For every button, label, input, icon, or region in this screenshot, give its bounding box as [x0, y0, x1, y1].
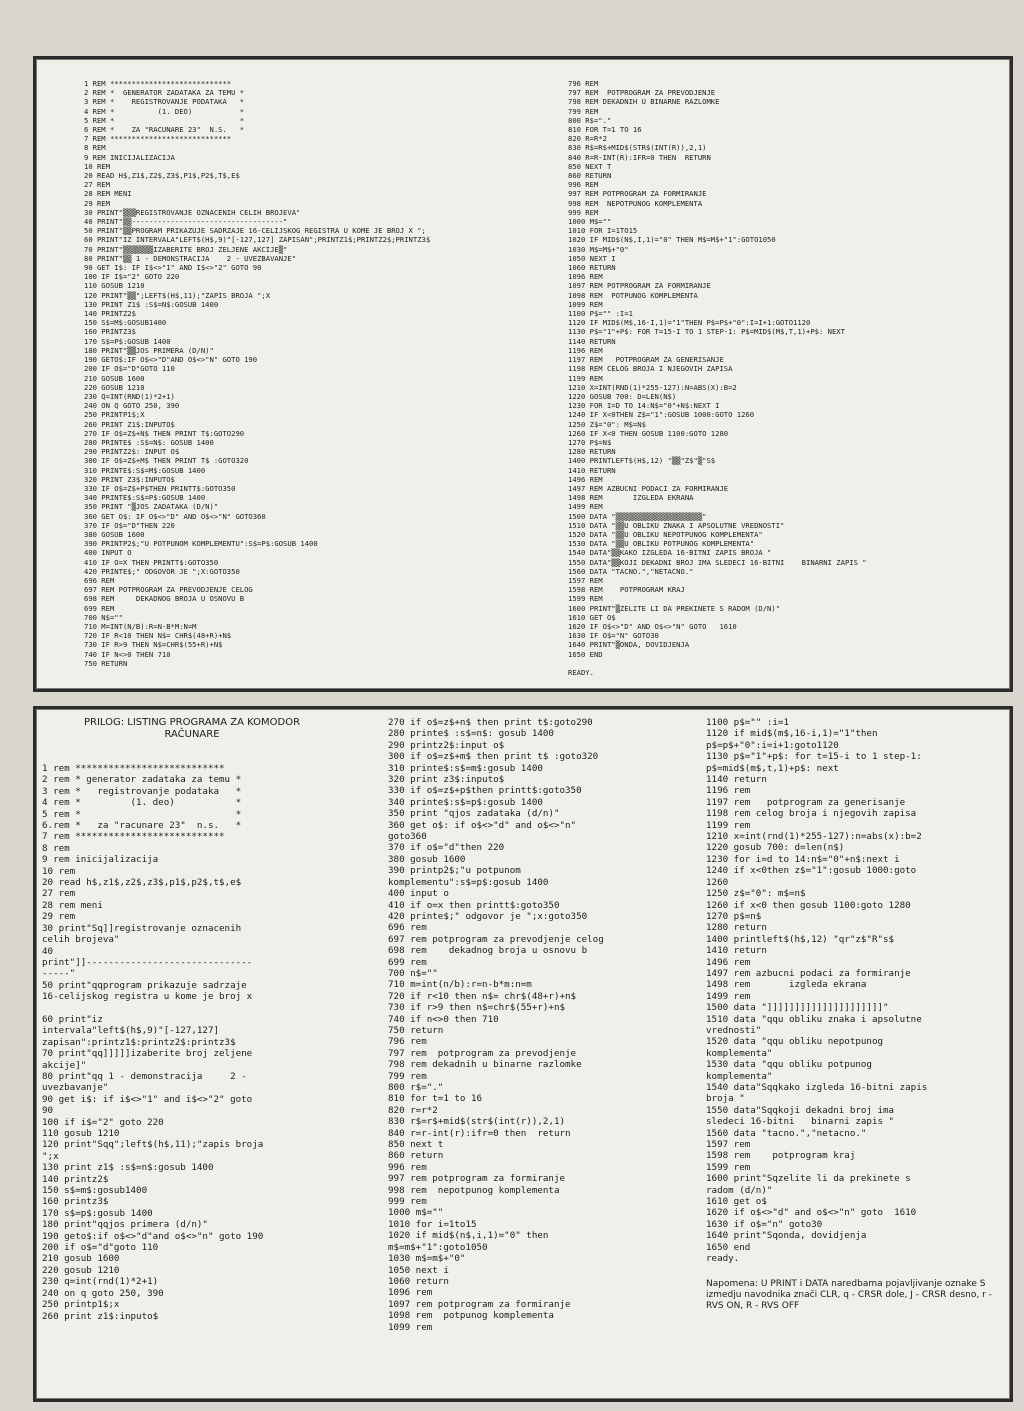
code-line: 110 GOSUB 1210: [84, 281, 145, 291]
code-line: 70 print"qq]]]]]izaberite broj zeljene: [42, 1048, 253, 1060]
code-line: 16-celijskog registra u kome je broj x: [42, 991, 253, 1003]
code-line: 150 S$=M$:GOSUB1400: [84, 318, 167, 328]
code-line: 1210 X=INT(RND(1)*255-127):N=ABS(X):B=2: [568, 382, 737, 392]
code-line: 1650 END: [568, 649, 603, 659]
code-line: 720 if r<10 then n$= chr$(48+r)+n$: [388, 990, 577, 1002]
code-line: p$=mid$(m$,t,1)+p$: next: [706, 762, 839, 774]
code-line: 698 rem dekadnog broja u osnovu b: [388, 945, 588, 957]
code-line: 290 PRINTZ2$: INPUT O$: [84, 447, 180, 457]
code-line: 699 REM: [84, 603, 115, 613]
code-line: 29 REM: [84, 198, 110, 208]
code-line: 1197 rem potprogram za generisanje: [706, 796, 906, 808]
code-line: 80 PRINT"▒▒ 1 - DEMONSTRACIJA 2 - UVEZBAVANJE": [84, 253, 297, 263]
code-line: 797 rem potprogram za prevodjenje: [388, 1047, 577, 1059]
code-line: 697 REM POTPROGRAM ZA PREVODJENJE CELOG: [84, 585, 253, 595]
code-line: 1100 p$="" :i=1: [706, 717, 789, 728]
code-line: 20 READ H$,Z1$,Z2$,Z3$,P1$,P2$,T$,E$: [84, 171, 240, 181]
code-line: 1240 IF X<0THEN Z$="1":GOSUB 1000:GOTO 1260: [568, 410, 755, 420]
code-line: 310 PRINTE$:S$=M$:GOSUB 1400: [84, 465, 206, 475]
code-line: 200 if o$="d"goto 110: [42, 1242, 159, 1254]
code-line: 1050 next i: [388, 1264, 449, 1276]
code-line: 1099 rem: [388, 1321, 433, 1333]
code-line: READY.: [568, 668, 594, 677]
heading-line-2: RAČUNARE: [164, 729, 220, 740]
code-line: 1098 rem potpunog komplementa: [388, 1310, 554, 1322]
code-line: 1260 if x<0 then gosub 1100:goto 1280: [706, 899, 911, 911]
code-line: 1020 IF MID$(N$,I,1)="0" THEN M$=M$+"1":GOTO1050: [568, 235, 776, 245]
code-line: 699 rem: [388, 956, 427, 968]
code-line: 1260: [706, 876, 729, 888]
code-line: 1030 M$=M$+"0": [568, 244, 629, 254]
code-line: 40 PRINT"▒▒-----------------------------------": [84, 217, 288, 227]
code-line: 1498 rem izgleda ekrana: [706, 979, 867, 991]
code-line: 1497 rem azbucni podaci za formiranje: [706, 967, 911, 979]
code-line: 1050 NEXT I: [568, 253, 616, 263]
code-line: 798 rem dekadnih u binarne razlomke: [388, 1059, 582, 1071]
code-line: 1000 m$="": [388, 1207, 444, 1219]
code-line: 1198 REM CELOG BROJA I NJEGOVIH ZAPISA: [568, 364, 733, 374]
code-line: 740 if n<>0 then 710: [388, 1013, 499, 1025]
code-line: 380 gosub 1600: [388, 853, 466, 865]
code-line: 1640 print"Sqonda, dovidjenja: [706, 1230, 867, 1242]
code-line: 1197 REM POTPROGRAM ZA GENERISANJE: [568, 355, 724, 365]
code-line: 1530 DATA "▒▒U OBLIKU POTPUNOG KOMPLEMENTA": [568, 539, 755, 549]
code-line: 8 rem: [42, 842, 70, 854]
code-line: 999 rem: [388, 1196, 427, 1208]
listing-lines: [706, 717, 1006, 1265]
code-line: 310 printe$:s$=m$:gosub 1400: [388, 762, 543, 774]
code-line: 130 print z1$ :s$=n$:gosub 1400: [42, 1162, 214, 1174]
code-line: 300 IF O$=Z$+M$ THEN PRINT T$ :GOTO320: [84, 456, 249, 466]
code-line: 860 RETURN: [568, 171, 612, 181]
code-line: 1610 get o$: [706, 1196, 767, 1208]
code-line: goto360: [388, 831, 427, 843]
code-line: 1520 DATA "▒▒U OBLIKU NEPOTPUNOG KOMPLEMENTA": [568, 529, 763, 539]
code-line: 1140 RETURN: [568, 336, 616, 346]
code-line: 120 PRINT"▒▒";LEFT$(H$,11);"ZAPIS BROJA ";X: [84, 290, 271, 300]
code-line: 50 PRINT"▒▒PROGRAM PRIKAZUJE SADRZAJE 16-CELIJSKOG REGISTRA U KOME JE BROJ X ";: [84, 226, 426, 236]
code-line: 320 print z3$:inputo$: [388, 774, 505, 786]
code-line: 10 rem: [42, 865, 76, 877]
code-line: 160 PRINTZ3$: [84, 327, 136, 337]
code-line: 720 IF R<10 THEN N$= CHR$(48+R)+N$: [84, 631, 232, 641]
code-line: 420 PRINTE$;" ODGOVOR JE ";X:GOTO350: [84, 566, 240, 576]
code-line: 800 R$=".": [568, 115, 612, 125]
code-line: 100 if i$="2" goto 220: [42, 1116, 164, 1128]
code-line: komplementa": [706, 1047, 773, 1059]
code-line: 1270 P$=N$: [568, 437, 612, 447]
code-line: 1280 RETURN: [568, 447, 616, 457]
code-line: 28 rem meni: [42, 899, 103, 911]
code-line: 6 REM * ZA "RACUNARE 23" N.S. *: [84, 125, 245, 135]
code-line: 1497 REM AZBUCNI PODACI ZA FORMIRANJE: [568, 483, 729, 493]
code-line: 1230 for i=d to 14:n$="0"+n$:next i: [706, 853, 900, 865]
code-line: 820 r=r*2: [388, 1104, 438, 1116]
code-line: 90: [42, 1105, 54, 1117]
code-line: p$=p$+"0":i=i+1:goto1120: [706, 739, 839, 751]
code-line: 750 return: [388, 1024, 444, 1036]
code-line: 240 ON Q GOTO 250, 390: [84, 401, 180, 411]
code-line: 7 rem ***************************: [42, 831, 225, 843]
code-line: 340 printe$:s$=p$:gosub 1400: [388, 796, 543, 808]
code-line: 1060 return: [388, 1275, 449, 1287]
code-line: 8 REM: [84, 143, 106, 153]
code-line: 700 n$="": [388, 967, 438, 979]
code-line: 230 q=int(rnd(1)*2+1): [42, 1276, 159, 1288]
code-line: 1000 M$="": [568, 217, 612, 227]
code-line: 1096 rem: [388, 1287, 433, 1299]
code-line: 80 print"qq 1 - demonstracija 2 -: [42, 1070, 247, 1082]
code-line: 50 print"qqprogram prikazuje sadrzaje: [42, 979, 247, 991]
code-line: 170 s$=p$:gosub 1400: [42, 1207, 153, 1219]
code-line: 797 REM POTPROGRAM ZA PREVODJENJE: [568, 88, 716, 98]
code-line: 730 IF R>9 THEN N$=CHR$(55+R)+N$: [84, 640, 223, 650]
code-line: 1130 P$="1"+P$: FOR T=15-I TO 1 STEP-1: P$=MID$(M$,T,1)+P$: NEXT: [568, 327, 845, 337]
code-line: 360 get o$: if o$<>"d" and o$<>"n": [388, 819, 577, 831]
code-line: 2 REM * GENERATOR ZADATAKA ZA TEMU *: [84, 88, 245, 98]
code-line: 360 GET O$: IF O$<>"D" AND O$<>"N" GOTO360: [84, 511, 266, 521]
code-line: 1400 PRINTLEFT$(H$,12) "▒▒"Z$"▒"S$: [568, 456, 716, 466]
code-line: 1500 data "]]]]]]]]]]]]]]]]]]]]]": [706, 1002, 889, 1014]
code-line: 290 printz2$:input o$: [388, 739, 505, 751]
code-line: 750 RETURN: [84, 658, 128, 668]
code-line: 1598 REM POTPROGRAM KRAJ: [568, 585, 685, 595]
code-line: 27 rem: [42, 888, 76, 900]
code-line: 996 rem: [388, 1161, 427, 1173]
code-line: 999 REM: [568, 207, 599, 217]
code-line: 830 r$=r$+mid$(str$(int(r)),2,1): [388, 1116, 566, 1128]
code-line: m$=m$+"1":goto1050: [388, 1241, 488, 1253]
code-line: 1097 rem potprogram za formiranje: [388, 1298, 571, 1310]
code-line: 1230 FOR I=D TO 14:N$="0"+N$:NEXT I: [568, 401, 720, 411]
code-line: 1600 print"Sqzelite li da prekinete s: [706, 1173, 911, 1185]
code-line: 1598 rem potprogram kraj: [706, 1150, 856, 1162]
code-line: 1096 REM: [568, 272, 603, 282]
uppercase-listing-panel: [33, 56, 1013, 692]
code-line: broja ": [706, 1093, 745, 1105]
code-line: 250 PRINTP1$;X: [84, 410, 145, 420]
code-line: 1099 REM: [568, 299, 603, 309]
code-line: 1 REM ****************************: [84, 79, 232, 88]
code-line: 850 next t: [388, 1139, 444, 1151]
listing-column-2: [568, 79, 998, 677]
listing-lines: [42, 763, 342, 1322]
code-line: ready.: [706, 1253, 740, 1265]
code-line: 180 PRINT"▒▒JOS PRIMERA (D/N)": [84, 345, 214, 355]
code-line: 410 IF O=X THEN PRINTT$:GOTO350: [84, 557, 219, 567]
code-line: 1498 REM IZGLEDA EKRANA: [568, 493, 694, 503]
code-line: 1198 rem celog broja i njegovih zapisa: [706, 808, 917, 820]
code-line: 1510 data "qqu obliku znaka i apsolutne: [706, 1013, 922, 1025]
code-line: 20 read h$,z1$,z2$,z3$,p1$,p2$,t$,e$: [42, 877, 242, 889]
code-line: 380 GOSUB 1600: [84, 529, 145, 539]
code-line: 998 rem nepotpunog komplementa: [388, 1184, 560, 1196]
code-line: 1650 end: [706, 1241, 751, 1253]
code-line: 996 REM: [568, 180, 599, 190]
code-line: 200 IF O$="D"GOTO 110: [84, 364, 175, 374]
code-line: 796 REM: [568, 79, 599, 88]
code-line: 810 FOR T=1 TO 16: [568, 125, 642, 135]
code-line: -----": [42, 968, 76, 980]
code-line: komplementa": [706, 1070, 773, 1082]
code-line: 1030 m$=m$+"0": [388, 1253, 466, 1265]
code-line: print"]]------------------------------: [42, 956, 253, 968]
code-line: 830 R$=R$+MID$(STR$(INT(R)),2,1): [568, 143, 707, 153]
code-line: uvezbavanje": [42, 1082, 109, 1094]
code-line: 9 rem inicijalizacija: [42, 854, 159, 866]
code-line: 1410 return: [706, 945, 767, 957]
code-line: 1496 rem: [706, 956, 751, 968]
code-line: 220 GOSUB 1210: [84, 382, 145, 392]
code-line: 280 PRINTE$ :S$=N$: GOSUB 1400: [84, 437, 214, 447]
code-line: 799 REM: [568, 106, 599, 116]
code-line: 190 GETO$:IF O$<>"D"AND O$<>"N" GOTO 190: [84, 355, 258, 365]
code-line: 1 rem ***************************: [42, 763, 225, 774]
code-line: zapisan":printz1$:printz2$:printz3$: [42, 1036, 236, 1048]
code-line: 1250 Z$="0": M$=N$: [568, 419, 646, 429]
code-line: 1120 IF MID$(M$,16-I,1)="1"THEN P$=P$+"0":I=I+1:GOTO1120: [568, 318, 811, 328]
code-line: 1600 PRINT"▒ZELITE LI DA PREKINETE S RADOM (D/N)": [568, 603, 781, 613]
code-line: 160 printz3$: [42, 1196, 109, 1208]
code-line: 70 PRINT"▒▒▒▒▒▒▒IZABERITE BROJ ZELJENE AKCIJE▒": [84, 244, 288, 254]
code-line: 1196 rem: [706, 785, 751, 797]
code-line: 1620 IF O$<>"D" AND O$<>"N" GOTO 1610: [568, 621, 737, 631]
code-line: ";x: [42, 1150, 59, 1162]
code-line: 110 gosub 1210: [42, 1128, 120, 1139]
listing-column-3: [706, 717, 1006, 1313]
code-line: 60 print"iz: [42, 1013, 103, 1025]
code-line: 340 PRINTE$:S$=P$:GOSUB 1400: [84, 493, 206, 503]
code-line: 280 printe$ :s$=n$: gosub 1400: [388, 728, 554, 740]
code-line: 1020 if mid$(n$,i,1)="0" then: [388, 1230, 549, 1242]
code-line: 30 PRINT"▒▒▒REGISTROVANJE OZNACENIH CELIH BROJEVA": [84, 207, 301, 217]
code-line: 260 PRINT Z1$:INPUTO$: [84, 419, 175, 429]
code-line: sledeci 16-bitni binarni zapis ": [706, 1116, 895, 1128]
code-line: 130 PRINT Z1$ :S$=N$:GOSUB 1400: [84, 299, 219, 309]
code-line: 390 PRINTP2$;"U POTPUNOM KOMPLEMENTU":S$=P$:GOSUB 1400: [84, 539, 318, 549]
code-line: 420 printe$;" odgovor je ";x:goto350: [388, 910, 588, 922]
code-line: 1010 FOR I=1TO15: [568, 226, 638, 236]
code-line: 370 IF O$="D"THEN 220: [84, 520, 175, 530]
code-line: 270 if o$=z$+n$ then print t$:goto290: [388, 717, 593, 728]
code-line: 1640 PRINT"▒ONDA, DOVIDJENJA: [568, 640, 690, 650]
code-line: 1400 printleft$(h$,12) "qr"z$"R"s$: [706, 933, 895, 945]
code-line: 840 r=r-int(r):ifr=0 then return: [388, 1127, 571, 1139]
code-line: 998 REM NEPOTPUNOG KOMPLEMENTA: [568, 198, 703, 208]
code-line: 4 REM * (1. DEO) *: [84, 106, 245, 116]
code-line: 330 IF O$=Z$+P$THEN PRINTT$:GOTO350: [84, 483, 236, 493]
code-line: 140 printz2$: [42, 1173, 109, 1185]
code-line: 1599 rem: [706, 1161, 751, 1173]
code-line: 1140 return: [706, 774, 767, 786]
code-line: 850 NEXT T: [568, 161, 612, 171]
code-line: 90 GET I$: IF I$<>"1" AND I$<>"2" GOTO 90: [84, 263, 262, 273]
code-line: 240 on q goto 250, 390: [42, 1287, 164, 1299]
code-line: 1120 if mid$(m$,16-i,1)="1"then: [706, 728, 878, 740]
code-line: 1220 GOSUB 700: D=LEN(N$): [568, 391, 677, 401]
code-line: 1540 DATA"▒▒KAKO IZGLEDA 16-BITNI ZAPIS BROJA ": [568, 548, 772, 558]
code-line: 1597 REM: [568, 575, 603, 585]
code-line: 170 S$=P$:GOSUB 1400: [84, 336, 171, 346]
code-line: 400 INPUT O: [84, 548, 132, 558]
code-line: 1199 rem: [706, 819, 751, 831]
code-line: 1599 REM: [568, 594, 603, 604]
code-line: 1410 RETURN: [568, 465, 616, 475]
code-line: 150 s$=m$:gosub1400: [42, 1185, 148, 1197]
code-line: 27 REM: [84, 180, 110, 190]
code-line: akcije]": [42, 1059, 87, 1071]
lowercase-listing-panel: [33, 706, 1013, 1402]
code-line: radom (d/n)": [706, 1184, 773, 1196]
code-line: 1100 P$="" :I=1: [568, 309, 633, 319]
code-line: 350 print "qjos zadataka (d/n)": [388, 808, 560, 820]
listing-heading: [42, 717, 342, 741]
listing-column-2: [388, 717, 688, 1333]
code-line: 190 geto$:if o$<>"d"and o$<>"n" goto 190: [42, 1230, 264, 1242]
code-line: 6.rem * za "racunare 23" n.s. *: [42, 820, 242, 832]
listing-column-1: [84, 79, 534, 668]
code-line: 330 if o$=z$+p$then printt$:goto350: [388, 785, 582, 797]
heading-line-1: PRILOG: LISTING PROGRAMA ZA KOMODOR: [83, 717, 301, 728]
code-line: 860 return: [388, 1150, 444, 1162]
code-line: 799 rem: [388, 1070, 427, 1082]
code-line: 1550 data"Sqqkoji dekadni broj ima: [706, 1104, 895, 1116]
code-line: 810 for t=1 to 16: [388, 1093, 483, 1105]
code-line: 1250 z$="0": m$=n$: [706, 888, 806, 900]
code-line: 120 print"Sqq";left$(h$,11);"zapis broja: [42, 1139, 264, 1151]
code-line: 1240 if x<0then z$="1":gosub 1000:goto: [706, 865, 917, 877]
code-line: 1510 DATA "▒▒U OBLIKU ZNAKA I APSOLUTNE VREDNOSTI": [568, 520, 785, 530]
code-line: 1220 gosub 700: d=len(n$): [706, 842, 845, 854]
code-line: 140 PRINTZ2$: [84, 309, 136, 319]
footnote: Napomena: U PRINT i DATA naredbama pojavljivanje oznake S izmedju navodnika znači CLR, q - CRSR dole, J - CRSR desno, r - RVS ON, R - RVS OFF: [706, 1278, 992, 1312]
code-line: 800 r$=".": [388, 1082, 444, 1093]
code-line: 796 rem: [388, 1036, 427, 1048]
listing-column-1: [42, 717, 342, 1322]
code-line: 997 REM POTPROGRAM ZA FORMIRANJE: [568, 189, 707, 199]
code-line: 710 m=int(n/b):r=n-b*m:n=m: [388, 979, 532, 991]
code-line: 710 M=INT(N/B):R=N-B*M:N=M: [84, 621, 197, 631]
code-line: 90 get i$: if i$<>"1" and i$<>"2" goto: [42, 1093, 253, 1105]
code-line: 29 rem: [42, 911, 76, 923]
code-line: 1520 data "qqu obliku nepotpunog: [706, 1036, 884, 1048]
code-line: 1496 REM: [568, 474, 603, 484]
code-line: 410 if o=x then printt$:goto350: [388, 899, 560, 911]
code-line: 3 rem * registrovanje podataka *: [42, 785, 242, 797]
code-line: 180 print"qqjos primera (d/n)": [42, 1219, 208, 1231]
code-line: 390 printp2$;"u potpunom: [388, 865, 521, 877]
code-line: 1210 x=int(rnd(1)*255-127):n=abs(x):b=2: [706, 831, 922, 843]
code-line: 1280 return: [706, 922, 767, 934]
code-line: 1500 DATA "▒▒▒▒▒▒▒▒▒▒▒▒▒▒▒▒▒▒▒▒": [568, 511, 707, 521]
code-line: 820 R=R*2: [568, 134, 607, 144]
code-line: 100 IF I$="2" GOTO 220: [84, 272, 180, 282]
code-line: 2 rem * generator zadataka za temu *: [42, 774, 242, 786]
code-line: 370 if o$="d"then 220: [388, 842, 505, 854]
code-line: 1530 data "qqu obliku potpunog: [706, 1059, 872, 1071]
code-line: 230 Q=INT(RND(1)*2+1): [84, 391, 175, 401]
code-line: celih brojeva": [42, 934, 120, 946]
code-line: 9 REM INICIJALIZACIJA: [84, 152, 175, 162]
code-line: 1630 IF O$="N" GOTO30: [568, 631, 659, 641]
code-line: 1130 p$="1"+p$: for t=15-i to 1 step-1:: [706, 751, 922, 763]
code-line: [568, 659, 998, 668]
code-line: 400 input o: [388, 888, 449, 900]
code-line: 210 gosub 1600: [42, 1253, 120, 1265]
code-line: 1499 rem: [706, 990, 751, 1002]
code-line: 730 if r>9 then n$=chr$(55+r)+n$: [388, 1002, 566, 1014]
code-line: 1560 DATA "TACNO.","NETACNO.": [568, 566, 694, 576]
code-line: 1620 if o$<>"d" and o$<>"n" goto 1610: [706, 1207, 917, 1219]
code-line: 696 REM: [84, 575, 115, 585]
code-line: 1610 GET O$: [568, 612, 616, 622]
code-line: 1060 RETURN: [568, 263, 616, 273]
code-line: 220 gosub 1210: [42, 1264, 120, 1276]
code-line: 1499 REM: [568, 502, 603, 512]
code-line: 250 printp1$;x: [42, 1299, 120, 1311]
code-line: 270 IF O$=Z$+N$ THEN PRINT T$:GOTO290: [84, 428, 245, 438]
code-line: 697 rem potprogram za prevodjenje celog: [388, 933, 604, 945]
code-line: 740 IF N<>0 THEN 710: [84, 649, 171, 659]
code-line: 320 PRINT Z3$:INPUTO$: [84, 474, 175, 484]
code-line: 997 rem potprogram za formiranje: [388, 1173, 566, 1185]
code-line: 1270 p$=n$: [706, 910, 762, 922]
code-line: 5 REM * *: [84, 115, 245, 125]
code-line: 798 REM DEKADNIH U BINARNE RAZLOMKE: [568, 97, 720, 107]
code-line: 350 PRINT "▒JOS ZADATAKA (D/N)": [84, 502, 219, 512]
code-line: 30 print"Sq]]registrovanje oznacenih: [42, 922, 242, 934]
code-line: 1550 DATA"▒▒KOJI DEKADNI BROJ IMA SLEDECI 16-BITNI BINARNI ZAPIS ": [568, 557, 867, 567]
code-line: 60 PRINT"IZ INTERVALA"LEFT$(H$,9)"[-127,127] ZAPISAN";PRINTZ1$;PRINTZ2$;PRINTZ3$: [84, 235, 431, 245]
code-line: 1630 if o$="n" goto30: [706, 1218, 823, 1230]
code-line: 1560 data "tacno.","netacno.": [706, 1127, 867, 1139]
code-line: 1196 REM: [568, 345, 603, 355]
code-line: 28 REM MENI: [84, 189, 132, 199]
code-line: 7 REM ****************************: [84, 134, 232, 144]
code-line: 1010 for i=1to15: [388, 1218, 477, 1230]
code-line: 840 R=R-INT(R):IFR=0 THEN RETURN: [568, 152, 711, 162]
code-line: 300 if o$=z$+m$ then print t$ :goto320: [388, 751, 599, 763]
code-line: 1597 rem: [706, 1139, 751, 1151]
code-line: 1540 data"Sqqkako izgleda 16-bitni zapis: [706, 1082, 928, 1093]
code-line: 700 N$="": [84, 612, 123, 622]
code-line: 696 rem: [388, 922, 427, 934]
code-line: 1260 IF X<0 THEN GOSUB 1100:GOTO 1280: [568, 428, 729, 438]
code-line: 260 print z1$:inputo$: [42, 1310, 159, 1322]
code-line: 1098 REM POTPUNOG KOMPLEMENTA: [568, 290, 698, 300]
code-line: 1199 REM: [568, 373, 603, 383]
code-line: 1097 REM POTPROGRAM ZA FORMIRANJE: [568, 281, 711, 291]
code-line: 4 rem * (1. deo) *: [42, 797, 242, 809]
code-line: intervala"left$(h$,9)"[-127,127]: [42, 1025, 220, 1037]
code-line: [42, 1003, 342, 1014]
code-line: vrednosti": [706, 1024, 762, 1036]
code-line: 698 REM DEKADNOG BROJA U OSNOVU B: [84, 594, 245, 604]
code-line: 40: [42, 945, 54, 957]
code-line: 10 REM: [84, 161, 110, 171]
code-line: 210 GOSUB 1600: [84, 373, 145, 383]
code-line: 3 REM * REGISTROVANJE PODATAKA *: [84, 97, 245, 107]
code-line: 5 rem * *: [42, 808, 242, 820]
code-line: komplementu":s$=p$:gosub 1400: [388, 876, 549, 888]
